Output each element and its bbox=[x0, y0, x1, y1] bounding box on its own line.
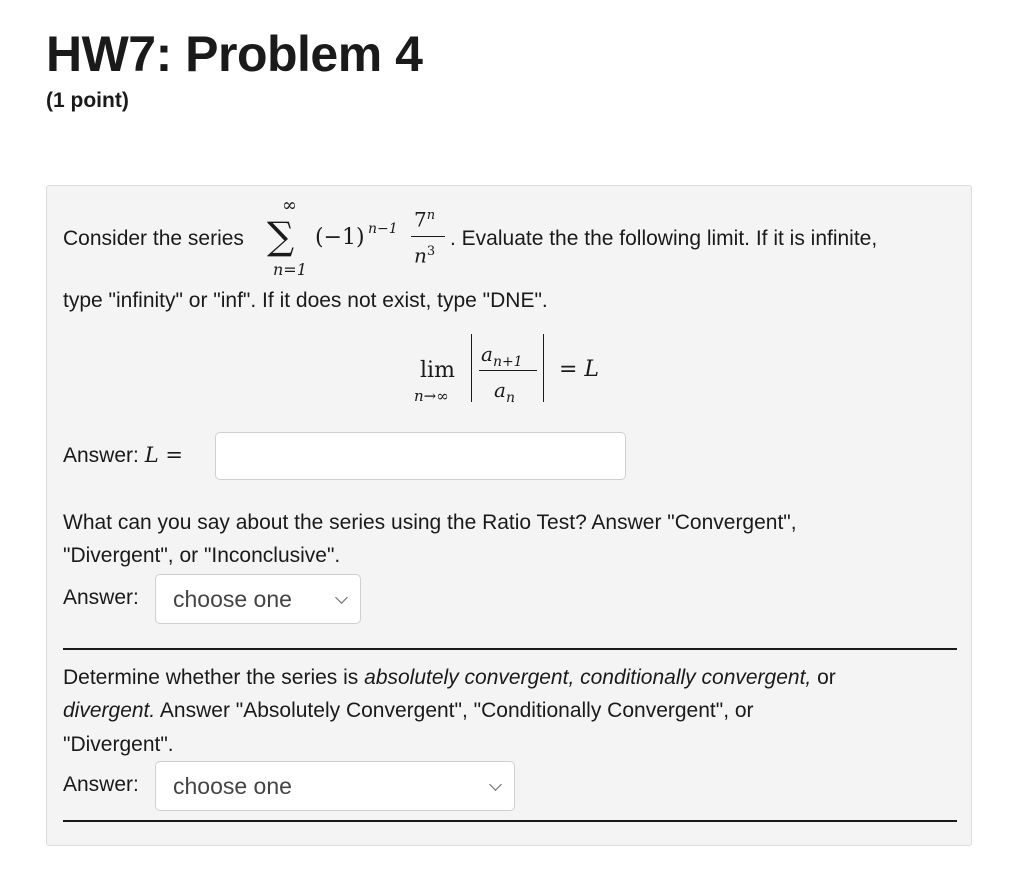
convergence-type-select[interactable] bbox=[155, 761, 515, 811]
question-3-line-2: divergent. Answer "Absolutely Convergent", "Conditionally Convergent", or bbox=[63, 699, 754, 722]
limit-rhs: = L bbox=[559, 357, 600, 382]
sign-exponent: n−1 bbox=[368, 221, 398, 237]
ratio-test-select[interactable] bbox=[155, 574, 361, 624]
sum-upper-limit: ∞ bbox=[282, 195, 297, 216]
section-divider-bottom bbox=[63, 820, 957, 822]
answer-1-label: Answer: L = bbox=[63, 443, 183, 467]
question-3-line-3: "Divergent". bbox=[63, 733, 174, 756]
page-title: HW7: Problem 4 bbox=[46, 26, 423, 82]
chevron-down-icon bbox=[335, 591, 348, 604]
question-2-line-2: "Divergent", or "Inconclusive". bbox=[63, 544, 341, 567]
lim-subscript: n→∞ bbox=[414, 387, 449, 405]
ratio-denominator: $a_n$ bbox=[494, 378, 515, 406]
limit-answer-input[interactable] bbox=[215, 432, 626, 480]
fraction-numerator: 7$^n$ bbox=[414, 207, 436, 232]
sigma-symbol: ∑ bbox=[267, 214, 295, 258]
chevron-down-icon bbox=[489, 778, 502, 791]
question-2-line-1: What can you say about the series using the Ratio Test? Answer "Convergent", bbox=[63, 511, 797, 534]
point-value: (1 point) bbox=[46, 89, 129, 112]
ratio-fraction-bar bbox=[479, 370, 537, 371]
convergence-type-selected-value: choose one bbox=[173, 773, 292, 799]
intro-prefix: Consider the series bbox=[63, 227, 244, 250]
section-divider bbox=[63, 648, 957, 650]
sum-lower-limit: n=1 bbox=[273, 260, 307, 279]
answer-3-label: Answer: bbox=[63, 773, 139, 796]
problem-panel bbox=[46, 185, 972, 846]
fraction-bar bbox=[411, 236, 445, 237]
intro-suffix: . Evaluate the the following limit. If it is infinite, bbox=[450, 227, 878, 250]
lim-operator: lim bbox=[420, 358, 455, 383]
ratio-numerator: $a_{n+1}$ bbox=[481, 342, 523, 370]
ratio-test-selected-value: choose one bbox=[173, 586, 292, 612]
sign-base: (−1) bbox=[315, 225, 365, 250]
abs-bar-left bbox=[471, 334, 472, 402]
fraction-denominator: $n^3$ bbox=[414, 243, 436, 268]
answer-2-label: Answer: bbox=[63, 586, 139, 609]
question-3-line-1: Determine whether the series is absolutely convergent, conditionally convergent, or bbox=[63, 666, 836, 689]
abs-bar-right bbox=[543, 334, 544, 402]
intro-line-2: type "infinity" or "inf". If it does not exist, type "DNE". bbox=[63, 289, 548, 312]
